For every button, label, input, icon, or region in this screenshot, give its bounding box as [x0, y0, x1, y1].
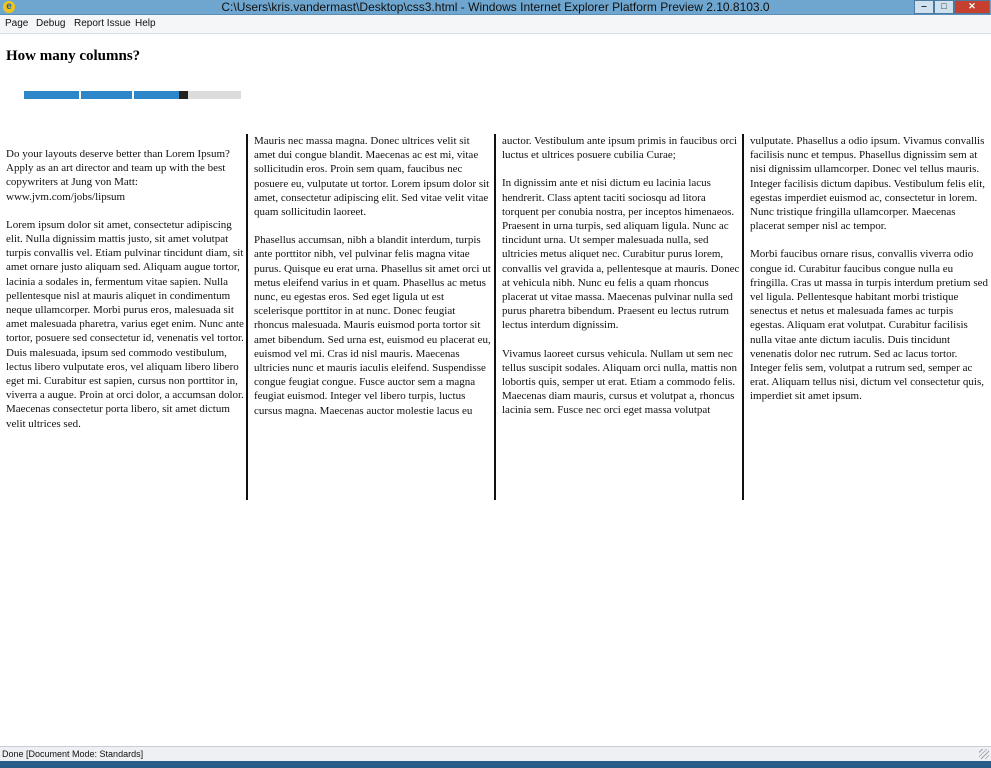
text-column-2: [254, 134, 492, 432]
column-paragraph: Lorem ipsum dolor sit amet, consectetur adipiscing elit. Nulla dignissim mattis justo, sit amet volutpat turpis convallis vel. Etiam pulvinar tincidunt diam, sit amet ornare justo aliquam sed. Aliquam augue tortor, lacinia a sodales in, fermentum vitae sapien. Nulla pellentesque nisl at mauris aliquet in condimentum neque ullamcorper. Morbi purus eros, malesuada sit amet malesuada pharetra, varius eget enim. Nunc ante tortor, posuere sed consectetur id, venenatis vel tortor. Duis malesuada, ipsum sed commodo vestibulum, lectus libero vulputate eros, vel aliquam libero libero eget mi. Curabitur est sapien, cursus non porttitor in, viverra a augue. Proin at orci dolor, a accumsan dolor. Maecenas consectetur porta libero, sit amet dictum velit ultrices sed.: [6, 218, 244, 430]
menu-item-help[interactable]: Help: [135, 18, 156, 29]
resize-grip-icon[interactable]: [979, 749, 989, 759]
page-content: [0, 34, 991, 746]
close-button[interactable]: ✕: [954, 0, 990, 14]
menu-item-page[interactable]: Page: [5, 18, 29, 29]
column-paragraph: vulputate. Phasellus a odio ipsum. Vivamus convallis facilisis nunc et tempus. Phasellus dignissim sem at nisi dignissim ullamcorper. Donec vel tellus mauris. Integer facilisis dictum dapibus. Vestibulum felis elit, egestas imperdiet euismod ac, consectetur in lorem. Nunc tristique fringilla ullamcorper. Maecenas placerat semper nisl ac tempor.: [750, 135, 986, 233]
ie-icon[interactable]: e: [3, 1, 15, 13]
progress-track: [188, 91, 241, 99]
column-paragraph: Phasellus accumsan, nibh a blandit interdum, turpis ante porttitor nibh, vel pulvinar felis magna vitae purus. Quisque eu erat urna. Phasellus sit amet orci ut metus eleifend varius in et quam. Phasellus ac metus nunc, eu egestas eros. Sed eget ligula ut est scelerisque porttitor in at nunc. Donec feugiat rhoncus malesuada. Mauris euismod porta tortor sit amet bibendum. Sed urna est, euismod eu placerat eu, euismod vel mi. Cras id nisl mauris. Maecenas ultricies nunc et mauris iaculis eleifend. Suspendisse congue feugiat congue. Fusce auctor sem a magna feugiat euismod. Integer vel libero turpis, luctus cursus magna. Maecenas auctor molestie lacus eu: [254, 234, 491, 417]
status-bar: [0, 746, 991, 761]
menu-item-report-issue[interactable]: Report Issue: [74, 18, 131, 29]
progress-handle: [179, 91, 188, 99]
column-paragraph: Morbi faucibus ornare risus, convallis viverra odio congue id. Curabitur faucibus congue nulla eu fringilla. Cras ut massa in turpis interdum pretium sed vel ligula. Pellentesque habitant morbi tristique senectus et netus et malesuada fames ac turpis egestas. Aliquam erat volutpat. Curabitur facilisis nulla vitae ante dictum iaculis. Duis tincidunt venenatis dolor nec rutrum. Sed ac lacus tortor. Integer felis sem, volutpat a rutrum sed, semper ac erat. Aliquam tellus nisi, dictum vel consectetur quis, imperdiet sit amet ipsum.: [750, 248, 988, 403]
maximize-button[interactable]: □: [934, 0, 954, 14]
menu-item-debug[interactable]: Debug: [36, 18, 66, 29]
column-rule-2: [494, 134, 496, 500]
minimize-button[interactable]: ‒: [914, 0, 934, 14]
column-progress-bar: [24, 91, 241, 99]
progress-segment-3: [134, 91, 179, 99]
window-title: C:\Users\kris.vandermast\Desktop\css3.html - Windows Internet Explorer Platform Preview 2.10.8103.0: [221, 0, 770, 14]
menu-bar: [0, 15, 991, 34]
column-paragraph: auctor. Vestibulum ante ipsum primis in faucibus orci luctus et ultrices posuere cubilia Curae;: [502, 135, 738, 162]
column-paragraph: Do your layouts deserve better than Lorem Ipsum? Apply as an art director and team up with the best copywriters at Jung von Matt: www.jvm.com/jobs/lipsum: [6, 148, 230, 203]
column-paragraph: Vivamus laoreet cursus vehicula. Nullam ut sem nec tellus suscipit sodales. Aliquam orci nulla, mattis non lobortis quis, semper ut erat. Etiam a commodo felis. Maecenas diam mauris, cursus et volutpat a, rhoncus lacinia sem. Fusce nec orci eget massa volutpat: [502, 347, 737, 417]
column-paragraph: In dignissim ante et nisi dictum eu lacinia lacus hendrerit. Class aptent taciti sociosqu ad litora torquent per conubia nostra, per inceptos himenaeos. Praesent in urna turpis, sed aliquam ligula. Nunc ac tincidunt urna. Ut semper malesuada nulla, sed ultricies metus aliquet nec. Curabitur purus lorem, convallis vel gravida a, pellentesque at mauris. Donec at vehicula nibh. Nunc eu felis a quam rhoncus placerat ut vitae massa. Maecenas pulvinar nulla sed purus pharetra bibendum. Praesent eu lectus rutrum lectus interdum dignissim.: [502, 177, 740, 332]
title-bar: [0, 0, 991, 15]
page-title: How many columns?: [6, 48, 141, 64]
progress-segment-2: [81, 91, 132, 99]
text-column-1: [6, 147, 244, 445]
column-rule-1: [246, 134, 248, 500]
status-text: Done [Document Mode: Standards]: [2, 749, 144, 759]
progress-segment-1: [24, 91, 79, 99]
column-rule-3: [742, 134, 744, 500]
taskbar: [0, 761, 991, 768]
column-paragraph: Mauris nec massa magna. Donec ultrices velit sit amet dui congue blandit. Maecenas ac est mi, vitae sollicitudin eros. Proin sem quam, faucibus nec posuere eu, vulputate ut tortor. Lorem ipsum dolor sit amet, consectetur adipiscing elit. Sed vitae velit vitae quam sollicitudin laoreet.: [254, 135, 490, 219]
text-column-4: [750, 134, 988, 418]
text-column-3: [502, 134, 740, 432]
